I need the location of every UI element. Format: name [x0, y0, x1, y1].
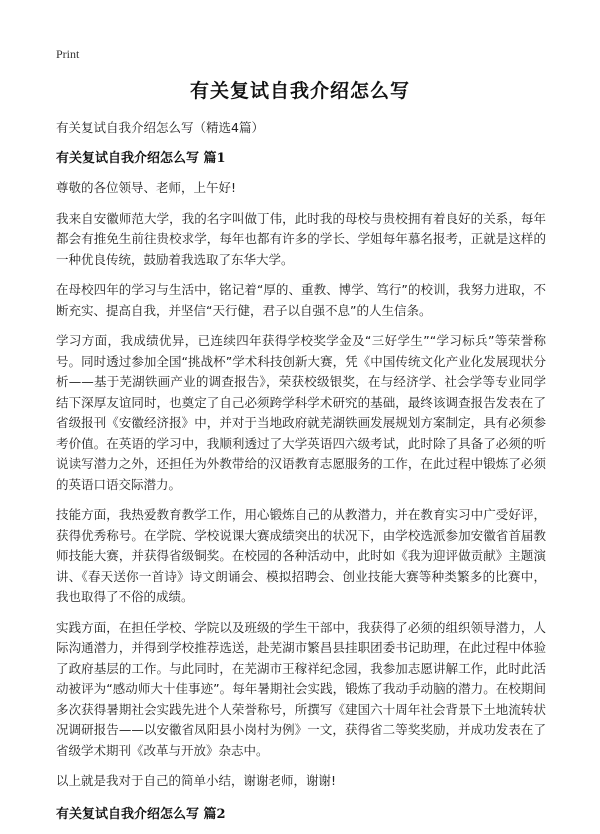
print-link[interactable]: Print	[56, 47, 80, 61]
article-body	[56, 119, 546, 834]
section-heading-1: 有关复试自我介绍怎么写 篇1	[56, 151, 226, 166]
paragraph-motto: 在母校四年的学习与生活中，铭记着“厚的、重教、博学、笃行”的校训，我努力进取，不断充实、提高自我，并坚信“天行健，君子以自强不息”的人生信条。	[56, 282, 546, 318]
paragraph-study: 学习方面，我成绩优异，已连续四年获得学校奖学金及“三好学生”“学习标兵”等荣誉称号。同时透过参加全国“挑战杯”学术科技创新大赛，凭《中国传统文化产业化发展现状分析——基于芜湖铁画产业的调查报告》，荣获校级银奖，在与经济学、社会学等专业同学结下深厚友谊同时，也奠定了自己必须跨学科学术研究的基础，最终该调查报告发表在了省级报刊《安徽经济报》中，并对于当地政府就芜湖铁画发展规划方案制定，具有必须参考价值。在英语的学习中，我顺利透过了大学英语四六级考试，此时除了具备了必须的听说读写潜力之外，还担任为外教带给的汉语教育志愿服务的工作，在此过程中锻炼了必须的英语口语交际潜力。	[56, 333, 546, 492]
article-subtitle: 有关复试自我介绍怎么写（精选4篇）	[56, 120, 264, 135]
paragraph-closing: 以上就是我对于自己的简单小结，谢谢老师，谢谢!	[56, 773, 337, 788]
paragraph-introduction: 我来自安徽师范大学，我的名字叫做丁伟，此时我的母校与贵校拥有着良好的关系，每年都会有推免生前往贵校求学，每年也都有许多的学长、学姐每年慕名报考，正就是这样的一种优良传统，鼓励着我选取了东华大学。	[56, 210, 546, 267]
paragraph-skills: 技能方面，我热爱教育教学工作，用心锻炼自己的从教潜力，并在教育实习中广受好评，获得优秀称号。在学院、学校说课大赛成绩突出的状况下，由学校选派参加安徽省首届教师技能大赛，并获得省级铜奖。在校园的各种活动中，此时如《我为迎评做贡献》主题演讲、《春天送你一首诗》诗文朗诵会、模拟招聘会、创业技能大赛等种类繁多的比赛中，我也取得了不俗的成绩。	[56, 507, 546, 604]
paragraph-practice: 实践方面，在担任学校、学院以及班级的学生干部中，我获得了必须的组织领导潜力，人际沟通潜力，并得到学校推荐选送，赴芜湖市繁昌县挂职团委书记助理，在此过程中体验了政府基层的工作。与此同时，在芜湖市王稼祥纪念园，我参加志愿讲解工作，此时此活动被评为“感动师大十佳事迹”。每年暑期社会实践，锻炼了我动手动脑的潜力。在校期间多次获得暑期社会实践先进个人荣誉称号，所撰写《建国六十周年社会背景下土地流转状况调研报告——以安徽省凤阳县小岗村为例》一文，获得省二等奖奖励，并成功发表在了省级学术期刊《改革与开放》杂志中。	[56, 619, 546, 758]
section-heading-2: 有关复试自我介绍怎么写 篇2	[56, 806, 226, 822]
page-title: 有关复试自我介绍怎么写	[189, 80, 410, 102]
paragraph-greeting: 尊敬的各位领导、老师，上午好!	[56, 180, 237, 195]
